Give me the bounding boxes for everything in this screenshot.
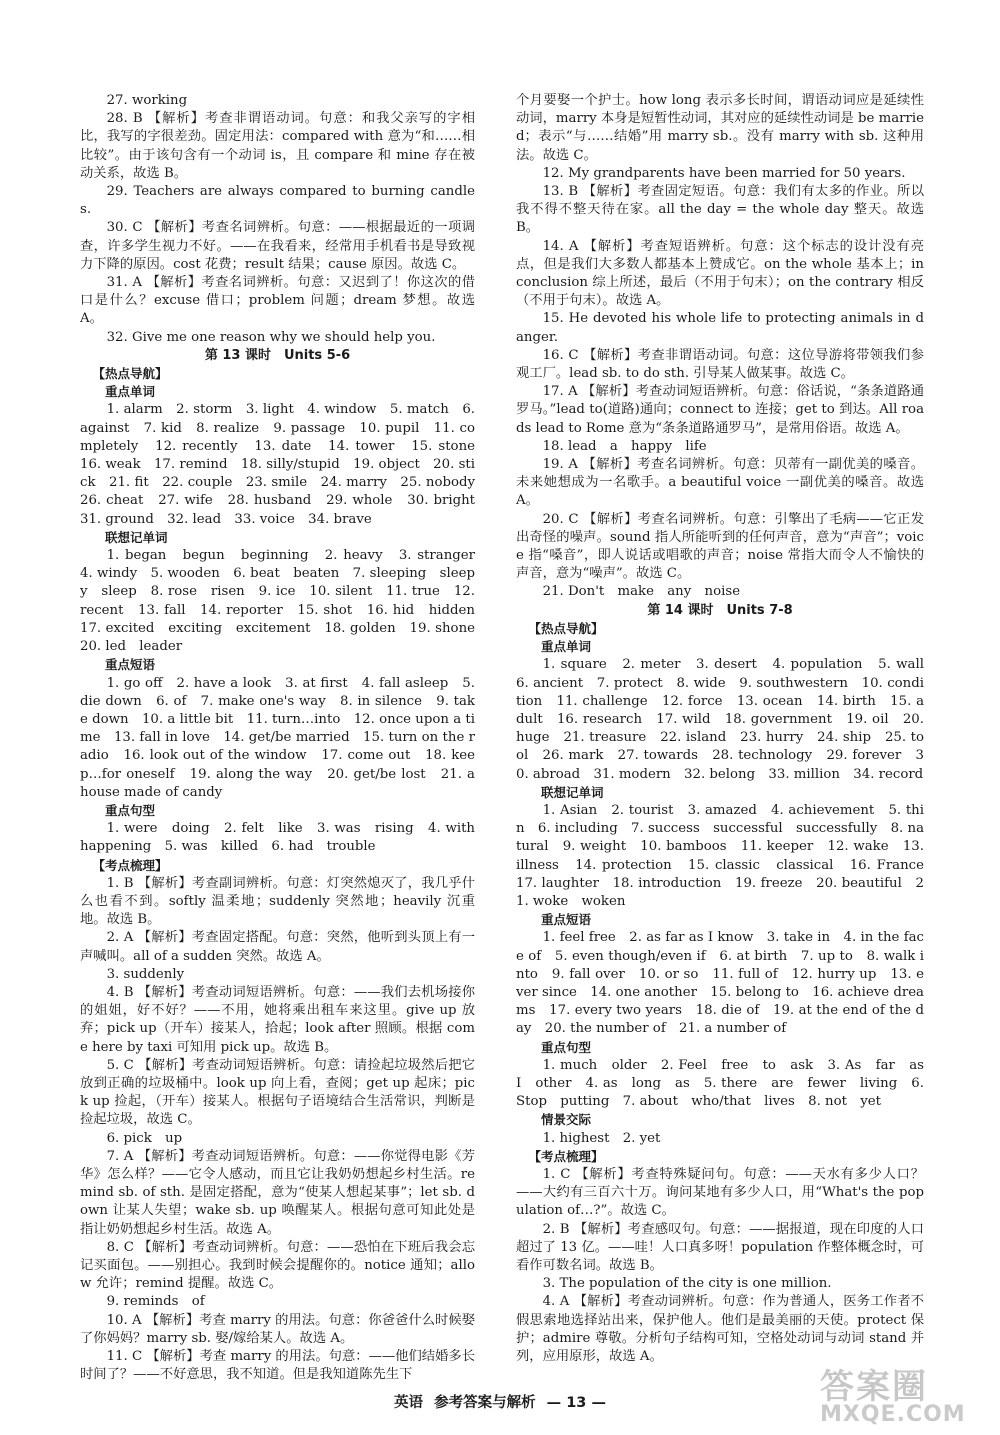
answer-line: 1. much older 2. Feel free to ask 3. As far as I other 4. as long as 5. there are fewer living 6. Stop putting 7. about who/that lives 8. not yet: [516, 1057, 938, 1110]
section-heading: 【考点梳理】: [92, 857, 168, 873]
right-column: [516, 92, 938, 1366]
section-heading: 【考点梳理】: [528, 1148, 604, 1164]
answer-line: 28. B 【解析】考查非谓语动词。句意：和我父亲写的字相比，我写的字很差劲。固定用法：compared with 意为“和……相比较”。由于该句含有一个动词 is，且 compare 和 mine 存在被动关系，故选 B。: [80, 111, 475, 181]
section-heading: 重点句型: [541, 1039, 592, 1055]
answer-line: 9. reminds of: [106, 1294, 205, 1310]
answer-line: 1. C 【解析】考查特殊疑问句。句意：——天水有多少人口？——大约有三百六十万。询问某地有多少人口，用“What's the population of…?”。故选 C。: [516, 1166, 924, 1219]
footer-section: 参考答案与解析: [434, 1395, 536, 1411]
answer-line: 1. highest 2. yet: [542, 1130, 661, 1146]
answer-line: 1. square 2. meter 3. desert 4. population 5. wall 6. ancient 7. protect 8. wide 9. southwestern 10. condition 11. challenge 12. force 13. ocean 14. birth 15. adult 16. research 17. wild 18. government 19. oil 20. huge 21. treasure 22. island 23. hurry 24. ship 25. tool 26. mark 27. towards 28. technology 29. forever 30. abroad 31. modern 32. belong 33. million 34. record: [516, 657, 938, 782]
answer-line: 8. C 【解析】考查动词辨析。句意：——恐怕在下班后我会忘记买面包。——别担心。我到时候会提醒你的。notice 通知；allow 允许；remind 提醒。故选 C。: [80, 1239, 475, 1292]
answer-line: 7. A 【解析】考查动词短语辨析。句意：——你觉得电影《芳华》怎么样？——它令人感动，而且它让我奶奶想起乡村生活。remind sb. of sth. 是固定搭配，意为“使某人想起某事”；let sb. down 让某人失望；wake sb. up 唤醒某人。根据句意可知此处是指让奶奶想起乡村生活。故选 A。: [80, 1148, 475, 1237]
answer-line: 1. began begun beginning 2. heavy 3. stranger 4. windy 5. wooden 6. beat beaten 7. sleeping sleepy sleep 8. rose risen 9. ice 10. silent 11. true 12. recent 13. fall 14. reporter 15. shot 16. hid hidden 17. excited exciting excitement 18. golden 19. shone 20. led leader: [80, 548, 489, 655]
section-heading: 重点短语: [105, 657, 156, 673]
answer-line: 14. A 【解析】考查短语辨析。句意：这个标志的设计没有亮点，但是我们大多数人都基本上赞成它。on the whole 基本上；in conclusion 综上所述，最后（不用于句末）；on the contrary 相反（不用于句末）。故选 A。: [516, 238, 924, 309]
answer-line: 3. The population of the city is one million.: [542, 1276, 832, 1292]
answer-line: 12. My grandparents have been married for 50 years.: [542, 165, 906, 181]
watermark-en: MXQE.COM: [820, 1402, 966, 1427]
answer-line: 19. A 【解析】考查名词辨析。句意：贝蒂有一副优美的嗓音。未来她想成为一名歌手。a beautiful voice 一副优美的嗓音。故选 A。: [516, 457, 924, 509]
answer-line: 10. A 【解析】考查 marry 的用法。句意：你爸爸什么时候娶了你妈妈？marry sb. 娶/嫁给某人。故选 A。: [80, 1312, 475, 1346]
answer-line: 17. A 【解析】考查动词短语辨析。句意：俗话说，“条条道路通罗马。”lead to(道路)通向；connect to 连接；get to 到达。All roads lead to Rome 意为“条条道路通罗马”，是常用俗语。故选 A。: [516, 384, 924, 436]
section-heading: 【热点导航】: [528, 620, 604, 636]
answer-line: 29. Teachers are always compared to burning candles.: [80, 184, 475, 218]
answer-line: 32. Give me one reason why we should help you.: [106, 329, 436, 345]
answer-line: 3. suddenly: [106, 966, 185, 982]
section-heading: 重点单词: [105, 384, 156, 400]
answer-line: 11. C 【解析】考查 marry 的用法。句意：——他们结婚多长时间了？——不好意思，我不知道。但是我知道陈先生下: [80, 1349, 475, 1383]
watermark-logo: [820, 1359, 970, 1429]
answer-line: 1. were doing 2. felt like 3. was rising 4. with happening 5. was killed 6. had trouble: [80, 821, 489, 855]
answer-line: 1. alarm 2. storm 3. light 4. window 5. match 6. against 7. kid 8. realize 9. passage 10. pupil 11. completely 12. recently 13. date 14. tower 15. stone 16. weak 17. remind 18. silly/stupid 19. object 20. stick 21. fit 22. couple 23. smile 24. marry 25. nobody 26. cheat 27. wife 28. husband 29. whole 30. bright 31. ground 32. lead 33. voice 34. brave: [80, 402, 489, 527]
answer-line: 2. A 【解析】考查固定搭配。句意：突然，他听到头顶上有一声喊叫。all of a sudden 突然。故选 A。: [80, 930, 475, 964]
answer-line: 20. C 【解析】考查名词辨析。句意：引擎出了毛病——它正发出奇怪的噪声。sound 指人所能听到的任何声音，意为“声音”；voice 指“嗓音”，即人说话或唱歌的声音；noise 常指大而令人不愉快的声音，意为“噪声”。故选 C。: [516, 511, 924, 582]
answer-line: 4. B 【解析】考查动词短语辨析。句意：——我们去机场接你的姐姐，好不好？——不用，她将乘出租车来这里。give up 放弃；pick up（开车）接某人，拾起；look after 照顾。根据 come here by taxi 可知用 pick up。故选 B。: [80, 984, 475, 1055]
lesson-heading: 第 13 课时 Units 5-6: [204, 347, 351, 363]
answer-line: 个月要娶一个护士。how long 表示多长时间，谓语动词应是延续性动词，marry 本身是短暂性动词，其对应的延续性动词是 be married；表示“与……结婚”用 marry sb.。没有 marry with sb. 这种用法。故选 C。: [516, 93, 924, 163]
answer-line: 13. B 【解析】考查固定短语。句意：我们有太多的作业。所以我不得不整天待在家。all the day = the whole day 整天。故选 B。: [516, 184, 924, 236]
footer-subject: 英语: [394, 1395, 424, 1411]
answer-line: 6. pick up: [106, 1130, 183, 1146]
section-heading: 【热点导航】: [92, 366, 168, 382]
answer-line: 1. B 【解析】考查副词辨析。句意：灯突然熄灭了，我几乎什么也看不到。softly 温柔地；suddenly 突然地；heavily 沉重地。故选 B。: [80, 875, 475, 928]
section-heading: 联想记单词: [105, 529, 168, 545]
answer-line: 1. go off 2. have a look 3. at first 4. fall asleep 5. die down 6. of 7. make one's way 8. in silence 9. take down 10. a little bit 11. turn…into 12. once upon a time 13. fall in love 14. get/be married 15. turn on the radio 16. look out of the window 17. come out 18. keep…for oneself 19. along the way 20. get/be lost 21. a house made of candy: [80, 675, 475, 800]
lesson-heading: 第 14 课时 Units 7-8: [647, 602, 793, 618]
answer-line: 5. C 【解析】考查动词短语辨析。句意：请捡起垃圾然后把它放到正确的垃圾桶中。look up 向上看，查阅；get up 起床；pick up 捡起，（开车）接某人。根据句子语境结合生活常识，判断是捡起垃圾，故选 C。: [80, 1057, 475, 1128]
answer-line: 30. C 【解析】考查名词辨析。句意：——根据最近的一项调查，许多学生视力不好。——在我看来，经常用手机看书是导致视力下降的原因。cost 花费；result 结果；cause 原因。故选 C。: [80, 220, 475, 272]
answer-line: 1. Asian 2. tourist 3. amazed 4. achievement 5. thin 6. including 7. success successful successfully 8. natural 9. weight 10. bamboos 11. keeper 12. wake 13. illness 14. protection 15. classic classical 16. France 17. laughter 18. introduction 19. freeze 20. beautiful 21. woke woken: [516, 802, 938, 909]
left-column: [80, 92, 489, 1384]
answer-line: 31. A 【解析】考查名词辨析。句意：又迟到了！你这次的借口是什么？excuse 借口；problem 问题；dream 梦想。故选 A。: [80, 275, 475, 327]
page-number: — 13 —: [546, 1395, 606, 1411]
section-heading: 重点短语: [541, 912, 592, 928]
watermark-cn: 答案圈: [820, 1367, 928, 1407]
answer-line: 18. lead a happy life: [542, 438, 707, 454]
answer-line: 15. He devoted his whole life to protecting animals in danger.: [516, 311, 924, 345]
section-heading: 重点单词: [541, 639, 592, 655]
answer-line: 1. feel free 2. as far as I know 3. take in 4. in the face of 5. even though/even if 6. at birth 7. up to 8. walk into 9. fall over 10. or so 11. full of 12. hurry up 13. ever since 14. one another 15. belong to 16. achieve dreams 17. every two years 18. die of 19. at the end of the day 20. the number of 21. a number of: [516, 930, 924, 1037]
answer-line: 2. B 【解析】考查感叹句。句意：——据报道，现在印度的人口超过了 13 亿。——哇！人口真多呀！population 作整体概念时，可看作可数名词。故选 B。: [516, 1221, 924, 1273]
answer-line: 16. C 【解析】考查非谓语动词。句意：这位导游将带领我们参观工厂。lead sb. to do sth. 引导某人做某事。故选 C。: [516, 347, 924, 382]
answer-line: 27. working: [106, 93, 188, 108]
section-heading: 联想记单词: [541, 784, 604, 800]
answer-line: 21. Don't make any noise: [542, 584, 741, 600]
section-heading: 情景交际: [541, 1112, 592, 1128]
section-heading: 重点句型: [105, 802, 156, 818]
answer-line: 4. A 【解析】考查动词辨析。句意：作为普通人，医务工作者不假思索地选择站出来，保护他人。他们是最美丽的天使。protect 保护；admire 尊敬。分析句子结构可知，空格处动词与动词 stand 并列，应用原形，故选 A。: [516, 1294, 924, 1365]
